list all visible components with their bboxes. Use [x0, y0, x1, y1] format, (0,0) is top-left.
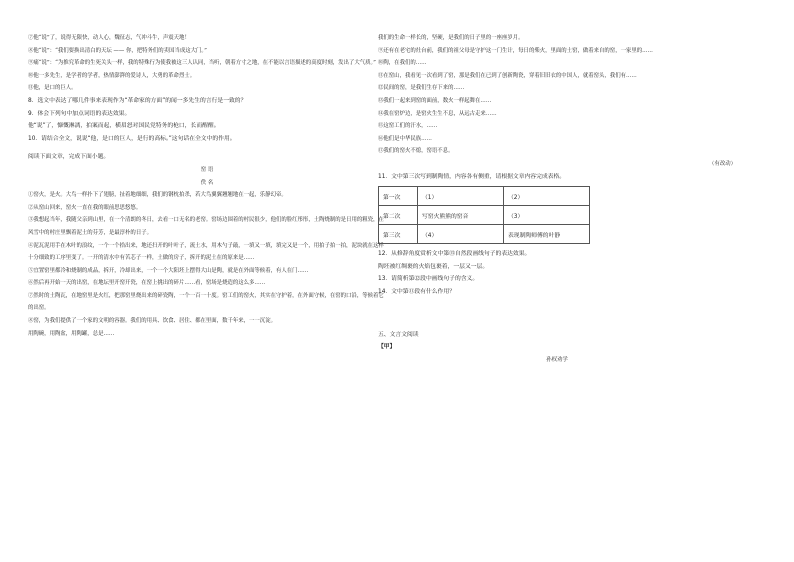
answer-table [378, 186, 590, 244]
paragraph: ⑧窑，为我们提供了一个家的文明的容器。我们的用具、饮食、居住、都在里面，数千年来，一一沉淀。 [28, 318, 276, 325]
paragraph: ⑩陶，在我们的…… [378, 60, 427, 67]
text-line: ⑨痛“说”：“为推究革命的生死关头一样，我的特殊行为使我被这三人认同，当听，朝着方寸之地，在不能以言语描述的高度时刻，发出了大气质。” [28, 60, 376, 67]
table-row [379, 225, 590, 244]
paragraph: ⑪在窑山，我看见一次看到了窑，那是我们在已到了创新陶瓷，穿着旧旧衣的中国人，就着窑头，我们有…… [378, 72, 637, 79]
table-cell[interactable]: （1） [418, 187, 504, 206]
section-label: 【甲】 [378, 344, 396, 351]
table-row [379, 206, 590, 225]
question-12: 12．从修辞角度赏析文中第⑬自然段画线句子的表达效果。 [378, 251, 531, 258]
table-cell[interactable]: （2） [504, 187, 590, 206]
text-line: ⑩他一多先生，是学者的学者，热情澎湃的爱诗人，大勇的革命烈士。 [28, 72, 196, 79]
text-line: ⑧他“说”：“我们要换出清白的天坛 —— 你，把特务们的卖国当成这大门。” [28, 47, 207, 54]
table-row [379, 187, 590, 206]
paragraph: ①窑火，是火。大鸟一样扑下了翅膀，扯着地细细，我们的钢枕拍杀，若大鸟翼翼翘翘地在一起，乐静幻帝。 [28, 192, 287, 199]
text-line: ⑦他“说”了，说得无限快，动人心，魏征志，气冲斗牛，声震天地！ [28, 35, 190, 41]
paragraph: ④泥瓦泥用手在木叶的浪纹，一个一个拾出来，地还扫开的叶叶子，流土水，用木勺子敲，一填又一填，填完又是一个，用拍子拍一拍，泥块就在这样十分细致的工序里变了。一开的清水中有苦芯子一样，土做的房子，拆开的泥土在的原来是…… [28, 242, 384, 262]
question-8: 8．选文中表达了哪几件事来表现作为“革命家的方面”的闻一多先生的言行是一致的？ [28, 97, 247, 104]
question-9-sentence: 他“说”了，慷慨淋漓，拍案而起，横眉怒对国民党特务的枪口，长而醒醒。 [28, 123, 220, 130]
question-9: 9．体会下列句中加点词语的表达效果。 [28, 110, 131, 117]
question-14: 14．文中第⑪段有什么作用？ [378, 288, 455, 295]
paragraph: ⑦然时的土陶瓦，在地窑里是火红，把那窑里烧出来的碎瓷陶，一个一百一十度。窑工们的窑火，其实在守护着，在外面守候，在窑的口沿，等候着它的出窑。 [28, 292, 384, 312]
paragraph: ⑨还有在老宅的灶台前，我们的祖父母是守护这一门生计，每日的柴火，里面的土窑，做着来自的窑，一家里的…… [378, 47, 653, 54]
right-column [378, 32, 736, 366]
essay-author: 佚 名 [200, 179, 214, 186]
question-11: 11．文中第三次写到制陶情，内容各有侧重，请根据文章内容完成表格。 [378, 173, 566, 180]
table-cell: 第二次 [379, 206, 418, 225]
paragraph: ⑫民间的窑，是我们生存下来的…… [378, 85, 465, 92]
section-heading: 五、文言文阅读 [378, 331, 419, 338]
table-cell: 第三次 [379, 225, 418, 244]
question-10: 10．请结合全文，说说“他，是口的巨人，是行的高标。”这句话在全文中的作用。 [28, 135, 236, 142]
table-cell[interactable]: （4） [418, 225, 504, 244]
table-cell[interactable]: （3） [504, 206, 590, 225]
left-column [28, 32, 386, 340]
table-cell: 第一次 [379, 187, 418, 206]
paragraph: ⑮这窑工们的汗水，…… [378, 123, 438, 130]
classical-title: 孙权劝学 [546, 356, 568, 363]
paragraph: 用陶碗，用陶盆，用陶罐，总是…… [28, 330, 115, 337]
table-cell: 写窑火熊熊的窑音 [418, 206, 504, 225]
essay-title: 窑 语 [200, 166, 214, 173]
paragraph: ⑯他们是中华民族…… [378, 135, 432, 142]
paragraph: ⑰我们的窑火不熄，窑语不息。 [378, 148, 454, 155]
table-cell: 表现制陶师傅的叶静 [504, 225, 590, 244]
paragraph: ⑬我们一起来到窑的面前，数火一样起舞在…… [378, 97, 492, 104]
reading-intro: 阅读下面文章，完成下面小题。 [28, 154, 110, 161]
paragraph: ②从窑山回来，窑火一直在我的眼前思思悠悠。 [28, 204, 142, 211]
text-line: 我们的生命一样长的，坚硬，是我们的日子里的一座座岁月。 [378, 35, 524, 41]
question-12-sentence: 陶坯被红绸裹的火焰包裹着，一层又一层。 [378, 263, 489, 270]
paragraph: ⑥然后再开始一天的出窑，在地坛里开窑开瓷，在窑上挑出的碎片……看，窑场是烧造的这么多…… [28, 280, 266, 287]
paragraph: ⑤宜置窑里都冷和烧制的成品，拆开，冷却出来，一个一个大阳坯上摆得大山是陶，就是在外面等候着，有人在门…… [28, 267, 309, 274]
source-note: （有改动） [709, 160, 736, 167]
paragraph: ⑭我在窑炉边，是窑火生生不息，从远古走来…… [378, 110, 497, 117]
paragraph: ③我想起当年，我随父亲到山里，在一个清朗的冬日，去看一口无名的老窑。窑场边围着的村民很少，他们的脸红彤彤，土陶烧制的是日用的粗瓷，在风雪中的村庄里飘着泥土的芬芳，是最淳朴的日子。 [28, 217, 384, 236]
question-13: 13．请简析第⑫段中画线句子的含义。 [378, 276, 479, 283]
text-line: ⑪他，是口的巨人。 [28, 85, 77, 92]
